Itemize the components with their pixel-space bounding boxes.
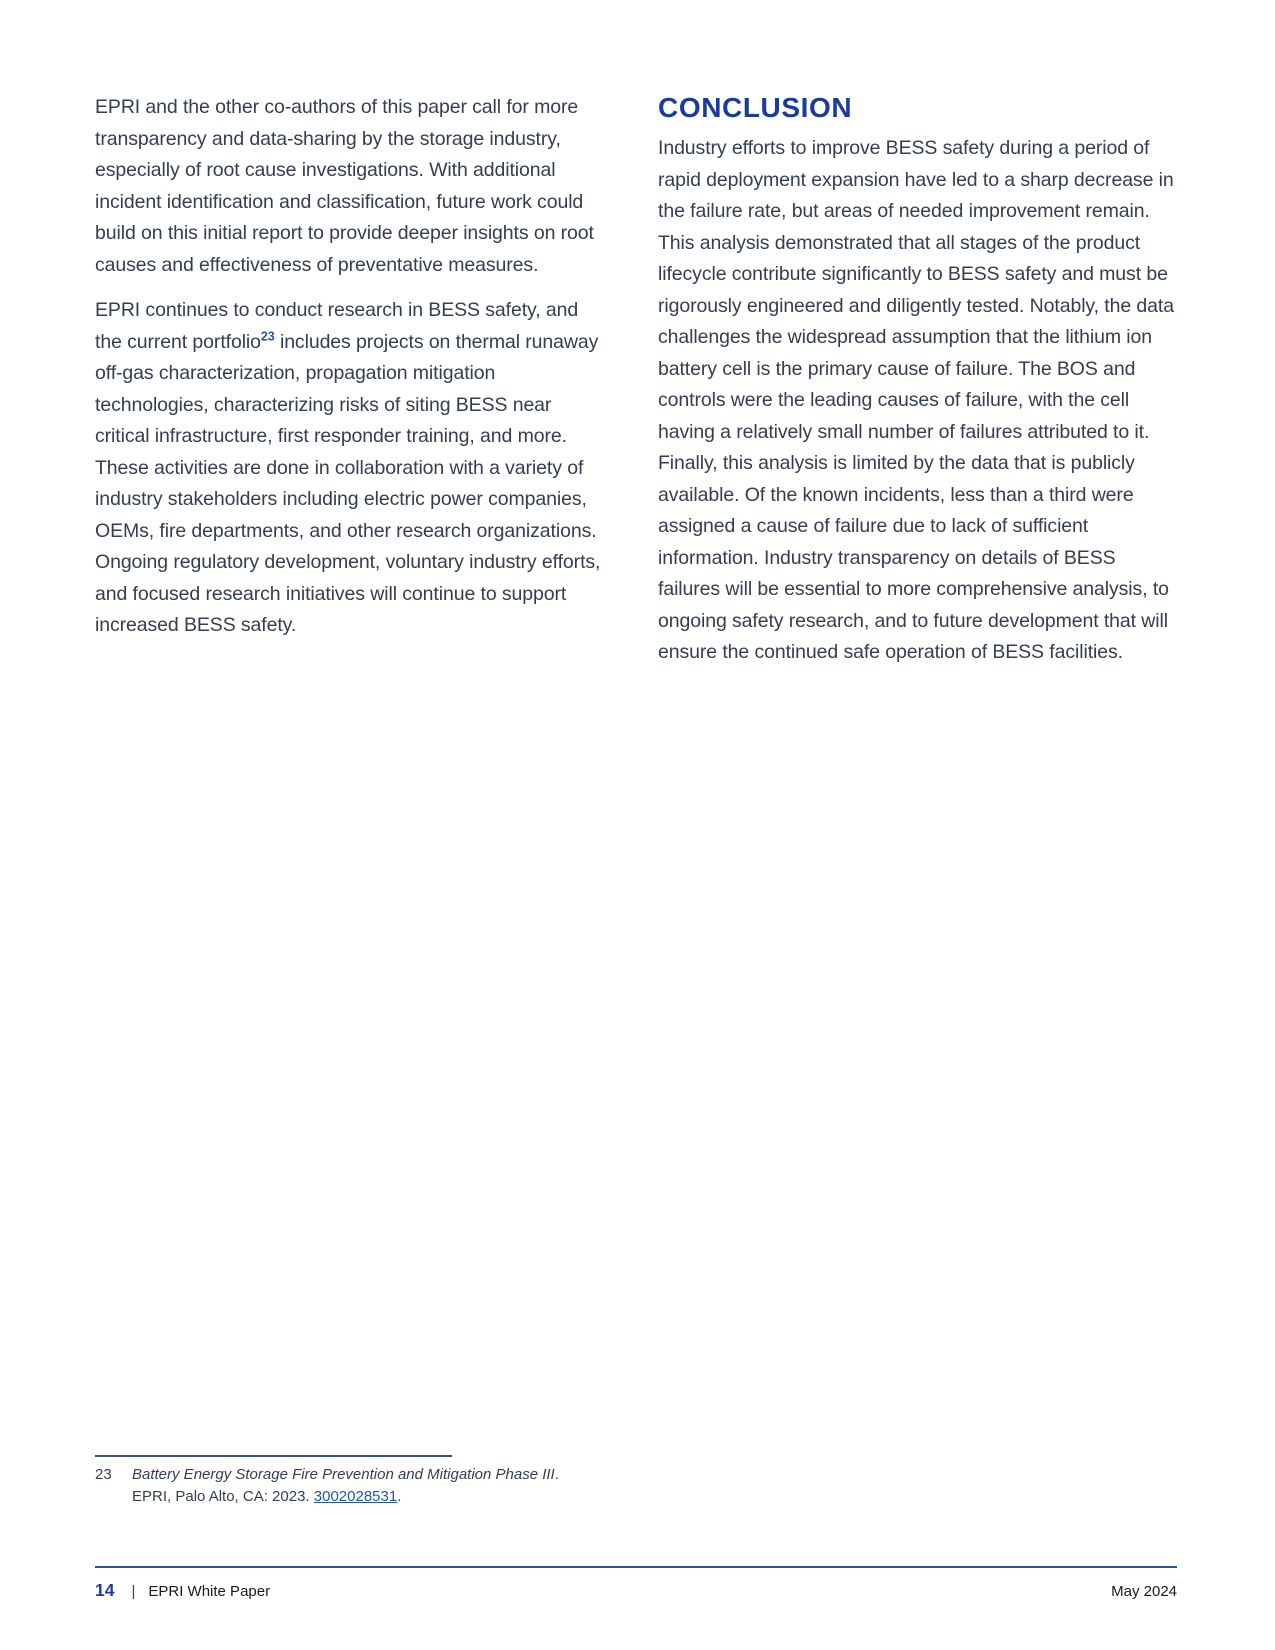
footer-page-number: 14 <box>95 1580 115 1600</box>
paragraph-text: EPRI continues to conduct research in BESS safety, and the current portfolio <box>95 299 579 353</box>
left-column <box>95 92 610 669</box>
footnote-separator-rule <box>95 1455 452 1457</box>
footnote-report-link[interactable]: 3002028531 <box>313 1488 398 1505</box>
right-column <box>658 92 1177 669</box>
footnote-reference-23[interactable]: 23 <box>260 329 275 343</box>
paragraph-call-for-transparency: EPRI and the other co-authors of this paper call for more transparency and data-sharing by the storage industry, especially of root cause investigations. With additional incident identification and classification, future work could build on this initial report to provide deeper insights on root causes and effectiveness of preventative measures. <box>95 96 594 276</box>
paragraph-text: includes projects on thermal runaway off-gas characterization, propagation mitigation technologies, characterizing risks of siting BESS near critical infrastructure, first responder training, and more. These activities are done in collaboration with a variety of industry stakeholders including electric power companies, OEMs, fire departments, and other research organizations. Ongoing regulatory development, voluntary industry efforts, and focused research initiatives will continue to support increased BESS safety. <box>95 330 601 636</box>
footnote-title-italic: Battery Energy Storage Fire Prevention and Mitigation Phase III <box>132 1466 555 1483</box>
conclusion-heading: CONCLUSION <box>658 92 853 123</box>
footer-rule <box>95 1566 1177 1568</box>
footer-separator: | <box>131 1583 136 1600</box>
two-column-content <box>95 92 1177 669</box>
footnote-period: . <box>397 1488 402 1505</box>
footnote-publisher-text: . EPRI, Palo Alto, CA: 2023. <box>132 1466 559 1505</box>
footnote-text <box>132 1464 594 1508</box>
footnote-number: 23 <box>95 1466 112 1483</box>
footnote-area <box>95 1455 615 1508</box>
footer-date: May 2024 <box>1111 1583 1177 1600</box>
footnote-23 <box>95 1464 615 1508</box>
footer-document-title: EPRI White Paper <box>148 1583 271 1600</box>
paragraph-conclusion: Industry efforts to improve BESS safety during a period of rapid deployment expansion have led to a sharp decrease in the failure rate, but areas of needed improvement remain. This analysis demonstrated that all stages of the product lifecycle contribute significantly to BESS safety and must be rigorously engineered and diligently tested. Notably, the data challenges the widespread assumption that the lithium ion battery cell is the primary cause of failure. The BOS and controls were the leading causes of failure, with the cell having a relatively small number of failures attributed to it. Finally, this analysis is limited by the data that is publicly available. Of the known incidents, less than a third were assigned a cause of failure due to lack of sufficient information. Industry transparency on details of BESS failures will be essential to more comprehensive analysis, to ongoing safety research, and to future development that will ensure the continued safe operation of BESS facilities. <box>658 137 1174 663</box>
page-footer <box>95 1580 1177 1601</box>
paragraph-epri-research <box>95 295 610 642</box>
